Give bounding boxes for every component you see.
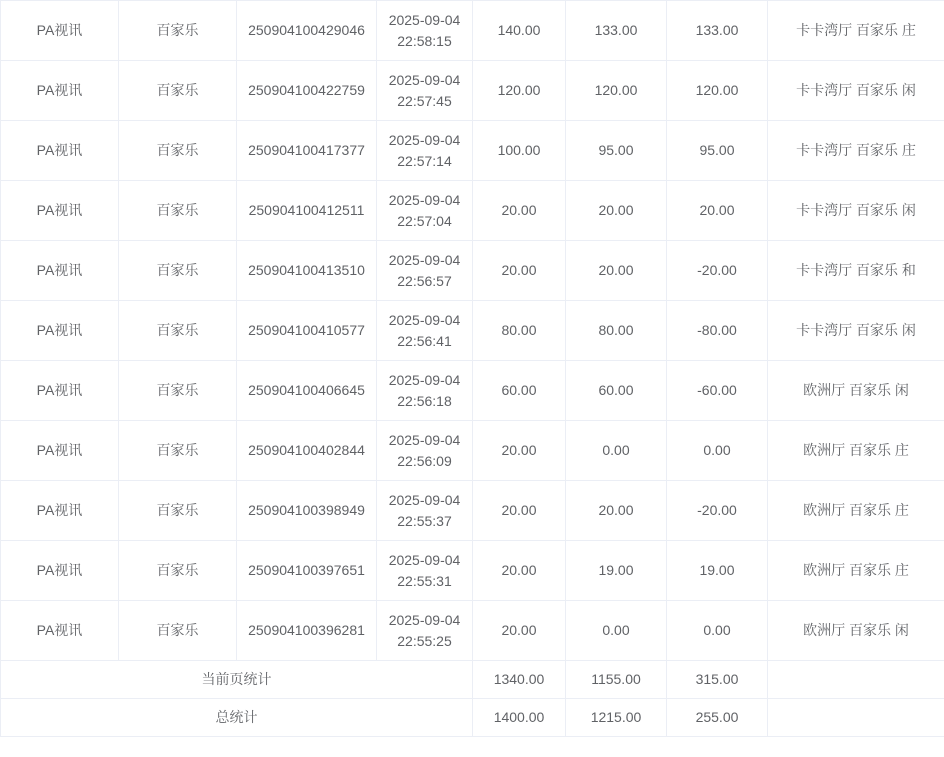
cell-platform: PA视讯 <box>1 541 119 601</box>
cell-bet-amount: 20.00 <box>473 181 566 241</box>
cell-platform: PA视讯 <box>1 481 119 541</box>
cell-time: 2025-09-04 22:57:14 <box>377 121 473 181</box>
cell-valid-bet: 20.00 <box>566 181 667 241</box>
cell-platform: PA视讯 <box>1 301 119 361</box>
cell-bet-id: 250904100398949 <box>237 481 377 541</box>
cell-time: 2025-09-04 22:57:04 <box>377 181 473 241</box>
cell-game: 百家乐 <box>119 241 237 301</box>
cell-valid-bet: 95.00 <box>566 121 667 181</box>
table-row[interactable] <box>1 481 944 541</box>
cell-bet-amount: 80.00 <box>473 301 566 361</box>
cell-time: 2025-09-04 22:56:09 <box>377 421 473 481</box>
cell-valid-bet: 0.00 <box>566 421 667 481</box>
cell-bet-id: 250904100413510 <box>237 241 377 301</box>
cell-platform: PA视讯 <box>1 421 119 481</box>
current-page-summary-row <box>1 661 944 699</box>
table-row[interactable] <box>1 601 944 661</box>
cell-bet-id: 250904100397651 <box>237 541 377 601</box>
summary-detail <box>768 699 944 737</box>
cell-game: 百家乐 <box>119 601 237 661</box>
cell-bet-amount: 20.00 <box>473 541 566 601</box>
cell-time: 2025-09-04 22:56:57 <box>377 241 473 301</box>
cell-platform: PA视讯 <box>1 601 119 661</box>
summary-profit: 315.00 <box>667 661 768 699</box>
cell-game: 百家乐 <box>119 421 237 481</box>
cell-time: 2025-09-04 22:56:41 <box>377 301 473 361</box>
cell-time: 2025-09-04 22:58:15 <box>377 1 473 61</box>
summary-valid-bet: 1215.00 <box>566 699 667 737</box>
cell-bet-amount: 60.00 <box>473 361 566 421</box>
cell-profit: 0.00 <box>667 601 768 661</box>
table-row[interactable] <box>1 541 944 601</box>
cell-bet-amount: 20.00 <box>473 601 566 661</box>
cell-detail: 欧洲厅 百家乐 闲 <box>768 361 944 421</box>
cell-detail: 卡卡湾厅 百家乐 庄 <box>768 1 944 61</box>
cell-game: 百家乐 <box>119 301 237 361</box>
cell-valid-bet: 60.00 <box>566 361 667 421</box>
cell-bet-amount: 120.00 <box>473 61 566 121</box>
cell-profit: 133.00 <box>667 1 768 61</box>
cell-bet-id: 250904100412511 <box>237 181 377 241</box>
cell-time: 2025-09-04 22:55:37 <box>377 481 473 541</box>
table-row[interactable] <box>1 241 944 301</box>
cell-detail: 欧洲厅 百家乐 闲 <box>768 601 944 661</box>
cell-detail: 欧洲厅 百家乐 庄 <box>768 481 944 541</box>
cell-bet-id: 250904100406645 <box>237 361 377 421</box>
table-row[interactable] <box>1 1 944 61</box>
cell-game: 百家乐 <box>119 121 237 181</box>
cell-profit: 20.00 <box>667 181 768 241</box>
summary-label: 当前页统计 <box>1 661 473 699</box>
cell-time: 2025-09-04 22:57:45 <box>377 61 473 121</box>
table-row[interactable] <box>1 421 944 481</box>
cell-bet-id: 250904100429046 <box>237 1 377 61</box>
cell-profit: 120.00 <box>667 61 768 121</box>
cell-game: 百家乐 <box>119 481 237 541</box>
cell-valid-bet: 19.00 <box>566 541 667 601</box>
cell-time: 2025-09-04 22:55:25 <box>377 601 473 661</box>
cell-profit: -20.00 <box>667 481 768 541</box>
cell-bet-id: 250904100402844 <box>237 421 377 481</box>
cell-game: 百家乐 <box>119 181 237 241</box>
cell-time: 2025-09-04 22:55:31 <box>377 541 473 601</box>
cell-detail: 卡卡湾厅 百家乐 和 <box>768 241 944 301</box>
summary-bet-amount: 1400.00 <box>473 699 566 737</box>
cell-valid-bet: 0.00 <box>566 601 667 661</box>
cell-bet-amount: 20.00 <box>473 481 566 541</box>
cell-profit: 0.00 <box>667 421 768 481</box>
table-row[interactable] <box>1 61 944 121</box>
cell-profit: -80.00 <box>667 301 768 361</box>
cell-game: 百家乐 <box>119 1 237 61</box>
cell-detail: 卡卡湾厅 百家乐 闲 <box>768 61 944 121</box>
table-row[interactable] <box>1 181 944 241</box>
cell-platform: PA视讯 <box>1 181 119 241</box>
cell-valid-bet: 20.00 <box>566 481 667 541</box>
cell-detail: 卡卡湾厅 百家乐 闲 <box>768 301 944 361</box>
summary-profit: 255.00 <box>667 699 768 737</box>
cell-bet-amount: 20.00 <box>473 241 566 301</box>
cell-bet-amount: 140.00 <box>473 1 566 61</box>
cell-detail: 欧洲厅 百家乐 庄 <box>768 421 944 481</box>
table-row[interactable] <box>1 361 944 421</box>
summary-bet-amount: 1340.00 <box>473 661 566 699</box>
summary-label: 总统计 <box>1 699 473 737</box>
cell-valid-bet: 80.00 <box>566 301 667 361</box>
cell-platform: PA视讯 <box>1 121 119 181</box>
table-body <box>1 1 944 737</box>
cell-game: 百家乐 <box>119 61 237 121</box>
cell-profit: 19.00 <box>667 541 768 601</box>
summary-detail <box>768 661 944 699</box>
cell-bet-id: 250904100417377 <box>237 121 377 181</box>
cell-profit: 95.00 <box>667 121 768 181</box>
total-summary-row <box>1 699 944 737</box>
cell-detail: 欧洲厅 百家乐 庄 <box>768 541 944 601</box>
summary-valid-bet: 1155.00 <box>566 661 667 699</box>
table-row[interactable] <box>1 121 944 181</box>
cell-platform: PA视讯 <box>1 61 119 121</box>
cell-detail: 卡卡湾厅 百家乐 闲 <box>768 181 944 241</box>
cell-bet-id: 250904100422759 <box>237 61 377 121</box>
cell-platform: PA视讯 <box>1 361 119 421</box>
cell-game: 百家乐 <box>119 361 237 421</box>
cell-bet-id: 250904100396281 <box>237 601 377 661</box>
cell-profit: -20.00 <box>667 241 768 301</box>
cell-valid-bet: 133.00 <box>566 1 667 61</box>
cell-time: 2025-09-04 22:56:18 <box>377 361 473 421</box>
cell-bet-amount: 20.00 <box>473 421 566 481</box>
cell-valid-bet: 120.00 <box>566 61 667 121</box>
cell-platform: PA视讯 <box>1 1 119 61</box>
cell-bet-id: 250904100410577 <box>237 301 377 361</box>
cell-platform: PA视讯 <box>1 241 119 301</box>
cell-valid-bet: 20.00 <box>566 241 667 301</box>
cell-profit: -60.00 <box>667 361 768 421</box>
cell-game: 百家乐 <box>119 541 237 601</box>
cell-bet-amount: 100.00 <box>473 121 566 181</box>
cell-detail: 卡卡湾厅 百家乐 庄 <box>768 121 944 181</box>
table-row[interactable] <box>1 301 944 361</box>
